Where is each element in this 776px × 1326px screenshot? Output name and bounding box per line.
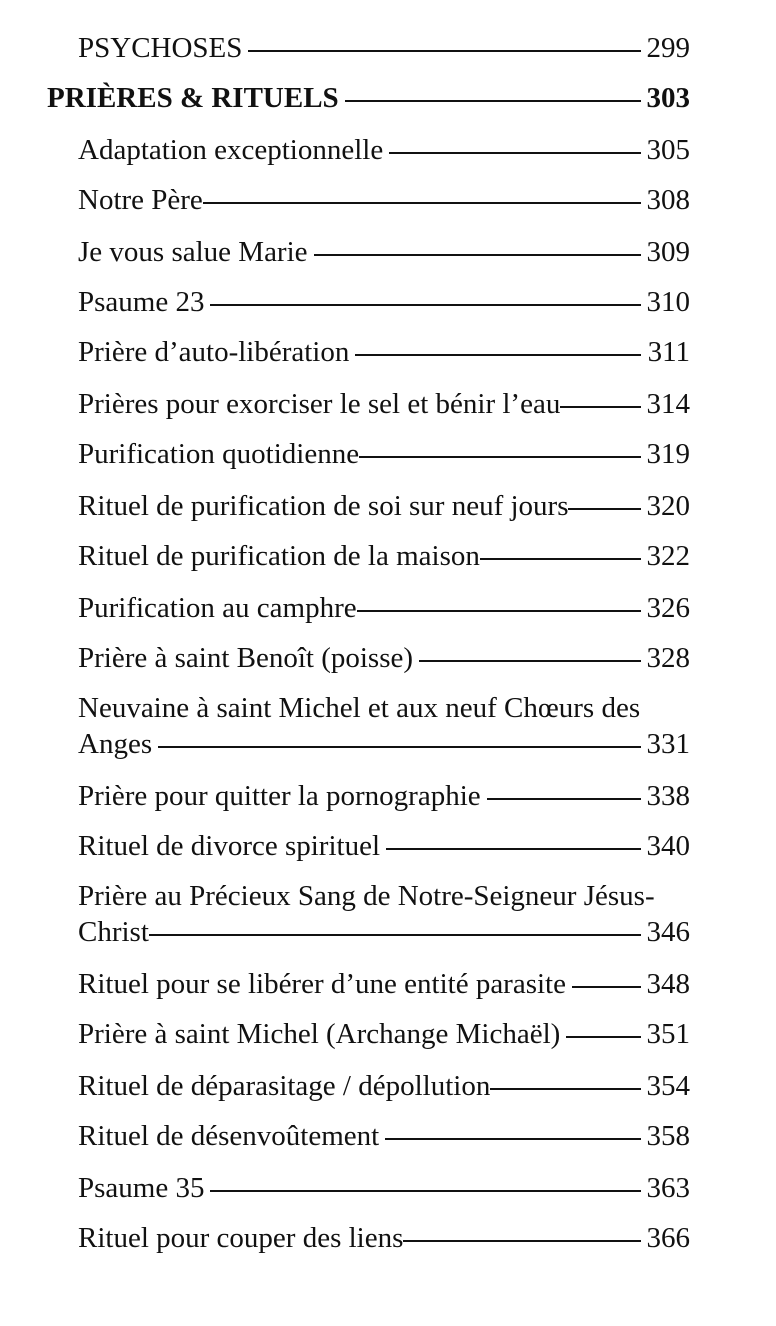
toc-entry-page: 366 [646,1222,690,1254]
toc-entry-title: Adaptation exceptionnelle [78,134,384,166]
toc-entry-desenvoutement[interactable] [78,1118,690,1154]
toc-leader-line [210,1190,641,1192]
toc-entry-deparasitage[interactable] [78,1068,690,1104]
toc-entry-title: Je vous salue Marie [78,236,308,268]
toc-entry-page: 319 [646,438,690,470]
toc-entry-page: 308 [646,184,690,216]
toc-entry-purification-soi[interactable] [78,488,690,524]
toc-entry-title: Rituel de divorce spirituel [78,830,381,862]
toc-entry-title: Prière d’auto-libération [78,336,350,368]
toc-leader-line [158,746,641,748]
toc-leader-line [389,152,641,154]
toc-leader-line [572,986,641,988]
toc-entry-title: Prière à saint Benoît (poisse) [78,642,414,674]
toc-leader-line [210,304,641,306]
toc-entry-page: 363 [646,1172,690,1204]
toc-leader-line [490,1088,641,1090]
toc-entry-precieux-sang[interactable] [78,878,690,950]
toc-entry-pornographie[interactable] [78,778,690,814]
toc-leader-line [149,934,641,936]
toc-entry-je-vous-salue-marie[interactable] [78,234,690,270]
toc-entry-psaume-35[interactable] [78,1170,690,1206]
toc-entry-page: 309 [646,236,690,268]
toc-section-prieres-rituels[interactable] [47,80,690,116]
toc-entry-exorciser-sel[interactable] [78,386,690,422]
toc-entry-page: 310 [646,286,690,318]
toc-entry-title: Prière à saint Michel (Archange Michaël) [78,1018,561,1050]
toc-leader-line [480,558,641,560]
toc-entry-title: Prière pour quitter la pornographie [78,780,481,812]
toc-entry-auto-liberation[interactable] [78,334,690,370]
toc-entry-title: Rituel de purification de soi sur neuf jours [78,490,569,522]
toc-entry-divorce-spirituel[interactable] [78,828,690,864]
toc-entry-title-line1: Neuvaine à saint Michel et aux neuf Chœurs des [78,692,641,724]
toc-leader-line [357,610,641,612]
toc-entry-purification-maison[interactable] [78,538,690,574]
toc-entry-page: 348 [646,968,690,1000]
toc-section-title: PRIÈRES & RITUELS [47,82,339,114]
toc-entry-neuvaine-saint-michel[interactable] [78,690,690,762]
toc-entry-title: PSYCHOSES [78,32,243,64]
toc-entry-title: Psaume 35 [78,1172,205,1204]
toc-entry-page: 326 [646,592,690,624]
toc-entry-couper-liens[interactable] [78,1220,690,1256]
toc-entry-page: 358 [646,1120,690,1152]
toc-entry-title: Rituel pour se libérer d’une entité parasite [78,968,566,1000]
toc-leader-line [560,406,641,408]
toc-entry-title: Purification quotidienne [78,438,360,470]
toc-entry-notre-pere[interactable] [78,182,690,218]
toc-entry-title: Rituel pour couper des liens [78,1222,404,1254]
toc-entry-page: 338 [646,780,690,812]
toc-entry-title: Notre Père [78,184,203,216]
toc-leader-line [385,1138,641,1140]
toc-entry-camphre[interactable] [78,590,690,626]
toc-entry-page: 299 [646,32,690,64]
toc-entry-entite-parasite[interactable] [78,966,690,1002]
toc-entry-psychoses[interactable] [78,30,690,66]
toc-entry-page: 328 [646,642,690,674]
toc-leader-line [568,508,641,510]
toc-entry-title: Purification au camphre [78,592,357,624]
toc-entry-title-line1: Prière au Précieux Sang de Notre-Seigneur Jésus- [78,880,655,912]
toc-entry-title-line2: Anges [78,728,153,760]
toc-leader-line [248,50,641,52]
toc-entry-title-line2: Christ [78,916,149,948]
toc-entry-page: 320 [646,490,690,522]
toc-entry-title: Prières pour exorciser le sel et bénir l’eau [78,388,561,420]
toc-leader-line [386,848,641,850]
toc-entry-page: 305 [646,134,690,166]
toc-entry-purification-quotidienne[interactable] [78,436,690,472]
toc-leader-line [419,660,641,662]
toc-entry-title: Rituel de déparasitage / dépollution [78,1070,491,1102]
toc-entry-page: 314 [646,388,690,420]
toc-entry-page: 331 [646,728,690,760]
toc-entry-adaptation[interactable] [78,132,690,168]
toc-entry-title: Rituel de désenvoûtement [78,1120,380,1152]
toc-leader-line [203,202,641,204]
toc-entry-psaume-23[interactable] [78,284,690,320]
toc-leader-line [487,798,641,800]
toc-entry-page: 346 [646,916,690,948]
toc-leader-line [345,100,641,102]
toc-entry-title: Psaume 23 [78,286,205,318]
toc-entry-page: 322 [646,540,690,572]
toc-leader-line [359,456,641,458]
toc-entry-saint-michel[interactable] [78,1016,690,1052]
toc-leader-line [314,254,641,256]
toc-entry-page: 354 [646,1070,690,1102]
toc-entry-page: 340 [646,830,690,862]
toc-entry-saint-benoit[interactable] [78,640,690,676]
toc-entry-title: Rituel de purification de la maison [78,540,480,572]
toc-leader-line [403,1240,641,1242]
toc-leader-line [355,354,641,356]
toc-entry-page: 351 [646,1018,690,1050]
toc-leader-line [566,1036,641,1038]
toc-entry-page: 311 [647,336,690,368]
toc-section-page: 303 [646,82,690,114]
